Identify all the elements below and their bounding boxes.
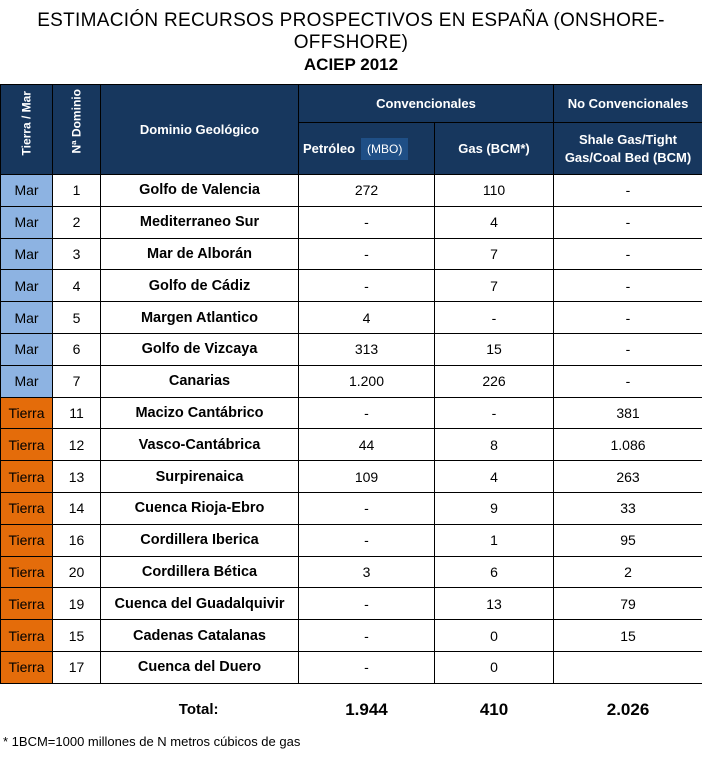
header-convencionales: Convencionales [299,85,554,123]
cell-petroleo: 3 [299,556,435,588]
cell-dominio: Cuenca Rioja-Ebro [101,492,299,524]
table-row [1,429,702,461]
cell-shale: 79 [554,588,702,620]
cell-n-dominio: 20 [53,556,101,588]
cell-petroleo: - [299,492,435,524]
cell-dominio: Golfo de Valencia [101,175,299,207]
total-shale: 2.026 [606,699,650,719]
cell-shale: - [554,270,702,302]
cell-gas: 4 [435,206,554,238]
table-row [1,175,702,207]
table-row [1,620,702,652]
cell-gas: 4 [435,461,554,493]
cell-shale: 381 [554,397,702,429]
cell-tierra-mar: Mar [1,270,53,302]
cell-n-dominio: 6 [53,333,101,365]
cell-gas: 15 [435,333,554,365]
cell-n-dominio: 4 [53,270,101,302]
cell-tierra-mar: Tierra [1,524,53,556]
table-row [1,206,702,238]
total-label: Total: [178,701,219,719]
cell-dominio: Margen Atlantico [101,302,299,334]
cell-n-dominio: 19 [53,588,101,620]
cell-shale: - [554,365,702,397]
cell-shale [554,651,702,683]
header-no-convencionales: No Convencionales [554,85,702,123]
cell-dominio: Cordillera Iberica [101,524,299,556]
cell-tierra-mar: Mar [1,333,53,365]
cell-shale: 15 [554,620,702,652]
cell-petroleo: - [299,270,435,302]
table-row [1,333,702,365]
header-gas: Gas (BCM*) [435,123,554,175]
cell-shale: 1.086 [554,429,702,461]
cell-gas: 1 [435,524,554,556]
cell-tierra-mar: Tierra [1,556,53,588]
cell-tierra-mar: Mar [1,206,53,238]
cell-shale: - [554,206,702,238]
cell-dominio: Macizo Cantábrico [101,397,299,429]
cell-gas: 226 [435,365,554,397]
cell-gas: 0 [435,620,554,652]
cell-dominio: Cadenas Catalanas [101,620,299,652]
table-row [1,302,702,334]
total-gas: 410 [479,699,509,719]
cell-n-dominio: 1 [53,175,101,207]
cell-petroleo: 4 [299,302,435,334]
cell-petroleo: - [299,206,435,238]
header-tierra-mar: Tierra / Mar [1,85,53,175]
cell-gas: 110 [435,175,554,207]
table-row [1,365,702,397]
cell-n-dominio: 13 [53,461,101,493]
cell-petroleo: - [299,651,435,683]
cell-dominio: Cordillera Bética [101,556,299,588]
cell-tierra-mar: Mar [1,238,53,270]
cell-tierra-mar: Tierra [1,651,53,683]
cell-dominio: Vasco-Cantábrica [101,429,299,461]
cell-gas: 8 [435,429,554,461]
cell-petroleo: - [299,588,435,620]
table-row [1,397,702,429]
page-subtitle: ACIEP 2012 [303,55,399,74]
cell-shale: 2 [554,556,702,588]
cell-n-dominio: 7 [53,365,101,397]
cell-tierra-mar: Tierra [1,620,53,652]
table-row [1,651,702,683]
cell-gas: 7 [435,270,554,302]
cell-n-dominio: 17 [53,651,101,683]
cell-shale: 263 [554,461,702,493]
table-row [1,461,702,493]
cell-tierra-mar: Tierra [1,461,53,493]
cell-petroleo: - [299,524,435,556]
cell-tierra-mar: Tierra [1,492,53,524]
cell-petroleo: 313 [299,333,435,365]
resources-table [0,84,702,736]
cell-tierra-mar: Tierra [1,588,53,620]
footnote: * 1BCM=1000 millones de N metros cúbicos de gas [3,734,301,749]
header-petroleo: Petróleo (MBO) [299,123,435,175]
cell-tierra-mar: Tierra [1,397,53,429]
header-n-dominio: Nª Dominio [53,85,101,175]
cell-n-dominio: 16 [53,524,101,556]
table-row [1,270,702,302]
cell-gas: - [435,397,554,429]
cell-n-dominio: 2 [53,206,101,238]
header-mbo-unit: (MBO) [361,138,408,160]
cell-shale: 33 [554,492,702,524]
cell-shale: - [554,333,702,365]
cell-petroleo: 272 [299,175,435,207]
cell-petroleo: - [299,238,435,270]
cell-shale: - [554,175,702,207]
table-row [1,492,702,524]
cell-tierra-mar: Mar [1,302,53,334]
cell-dominio: Golfo de Vizcaya [101,333,299,365]
cell-dominio: Cuenca del Guadalquivir [101,588,299,620]
cell-petroleo: 44 [299,429,435,461]
cell-gas: 9 [435,492,554,524]
cell-petroleo: - [299,397,435,429]
cell-dominio: Mediterraneo Sur [101,206,299,238]
header-shale: Shale Gas/Tight Gas/Coal Bed (BCM) [554,123,702,175]
total-row [1,683,702,736]
cell-tierra-mar: Mar [1,175,53,207]
cell-shale: 95 [554,524,702,556]
cell-dominio: Golfo de Cádiz [101,270,299,302]
header-dominio: Dominio Geológico [101,85,299,175]
cell-gas: 6 [435,556,554,588]
cell-petroleo: 109 [299,461,435,493]
cell-dominio: Surpirenaica [101,461,299,493]
cell-gas: 7 [435,238,554,270]
cell-shale: - [554,302,702,334]
cell-tierra-mar: Mar [1,365,53,397]
cell-shale: - [554,238,702,270]
table-row [1,588,702,620]
table-row [1,556,702,588]
cell-n-dominio: 5 [53,302,101,334]
table-row [1,524,702,556]
total-petroleo: 1.944 [345,699,388,719]
page-title: ESTIMACIÓN RECURSOS PROSPECTIVOS EN ESPAÑA (ONSHORE-OFFSHORE) [37,10,665,53]
cell-n-dominio: 11 [53,397,101,429]
cell-gas: 0 [435,651,554,683]
cell-tierra-mar: Tierra [1,429,53,461]
table-row [1,238,702,270]
cell-dominio: Mar de Alborán [101,238,299,270]
cell-petroleo: - [299,620,435,652]
cell-gas: 13 [435,588,554,620]
cell-n-dominio: 12 [53,429,101,461]
cell-n-dominio: 3 [53,238,101,270]
cell-petroleo: 1.200 [299,365,435,397]
cell-n-dominio: 14 [53,492,101,524]
cell-dominio: Canarias [101,365,299,397]
cell-dominio: Cuenca del Duero [101,651,299,683]
cell-gas: - [435,302,554,334]
cell-n-dominio: 15 [53,620,101,652]
